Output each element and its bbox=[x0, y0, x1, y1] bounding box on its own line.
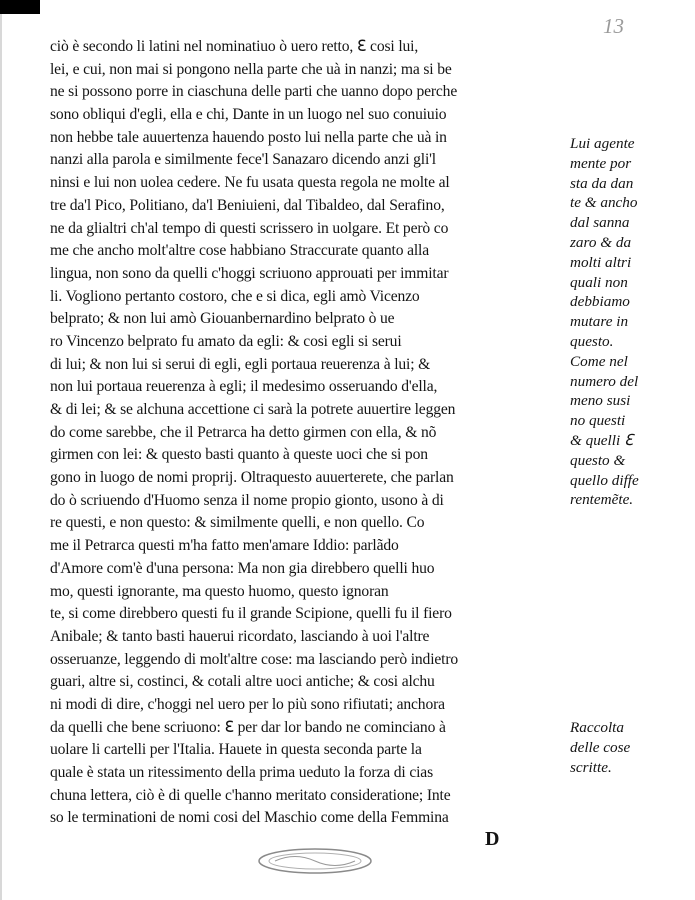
text-line: ne da glialtri ch'al tempo di questi scrissero in uolgare. Et però co bbox=[50, 219, 449, 237]
text-line: do ò scriuendo d'Huomo senza il nome propio gionto, usono à di bbox=[50, 491, 444, 509]
text-line: chuna lettera, ciò è di quelle c'hanno meritato consideratione; Inte bbox=[50, 786, 451, 804]
text-line: di lui; & non lui si serui di egli, egli portaua reuerenza à lui; & bbox=[50, 355, 431, 373]
margin-note-line: zaro & da bbox=[570, 233, 632, 251]
margin-note-line: questo & bbox=[570, 451, 626, 469]
text-line: tre da'l Pico, Politiano, da'l Beniuieni, dal Tibaldeo, dal Serafino, bbox=[50, 196, 445, 214]
margin-note-line: delle cose bbox=[570, 738, 631, 756]
text-line: so le terminationi de nomi cosi del Maschio come della Femmina bbox=[50, 809, 449, 827]
margin-note-line: quello diffe bbox=[570, 471, 639, 489]
margin-note-line: dal sanna bbox=[570, 214, 630, 232]
text-line: girmen con lei: & questo basti quanto à queste uoci che si pon bbox=[50, 446, 428, 464]
margin-note-line: molti altri bbox=[570, 253, 632, 271]
text-line: guari, altre si, costinci, & cotali altre uoci antiche; & cosi alchu bbox=[50, 673, 435, 691]
margin-note-line: numero del bbox=[570, 372, 639, 390]
margin-note-line: debbiamo bbox=[570, 293, 630, 311]
text-line: nanzi alla parola e similmente fece'l Sanazaro dicendo anzi gli'l bbox=[50, 151, 436, 169]
margin-note-line: te & ancho bbox=[570, 194, 638, 212]
margin-note-line: no questi bbox=[570, 412, 626, 430]
text-line: ni modi di dire, c'hoggi nel uero per lo più sono rifiutati; anchora bbox=[50, 695, 445, 713]
text-line: me che ancho molt'altre cose habbiano Straccurate quanto alla bbox=[50, 242, 430, 260]
text-line: te, si come direbbero questi fu il grande Scipione, quelli fu il fiero bbox=[50, 605, 452, 623]
margin-note-agente bbox=[570, 134, 639, 510]
margin-note-line: mutare in bbox=[570, 313, 629, 331]
text-line: Anibale; & tanto basti hauerui ricordato, lasciando à uoi l'altre bbox=[50, 627, 430, 645]
corner-scan-mark bbox=[0, 0, 40, 14]
text-line: ciò è secondo li latini nel nominatiuo ò uero retto, ℇ cosi lui, bbox=[50, 38, 419, 55]
text-line: & di lei; & se alchuna accettione ci sarà la potrete auuertire leggen bbox=[50, 401, 456, 418]
margin-note-line: Come nel bbox=[570, 352, 628, 370]
text-line: ro Vincenzo belprato fu amato da egli: & cosi egli si serui bbox=[50, 332, 402, 350]
text-line: mo, questi ignorante, ma questo huomo, questo ignoran bbox=[50, 582, 389, 600]
text-line: lei, e cui, non mai si pongono nella parte che uà in nanzi; ma si be bbox=[50, 60, 452, 78]
main-text-block bbox=[50, 36, 550, 830]
text-line: non lui portaua reuerenza à egli; il medesimo osseruando d'ella, bbox=[50, 378, 438, 396]
text-line: quale è stata un ritessimento della prima ueduto la forza di cias bbox=[50, 764, 433, 781]
text-line: belprato; & non lui amò Giouanbernardino belprato ò ue bbox=[50, 310, 395, 328]
library-stamp bbox=[255, 846, 375, 876]
text-line: li. Vogliono pertanto costoro, che e si dica, egli amò Vicenzo bbox=[50, 287, 420, 305]
text-line: uolare li cartelli per l'Italia. Hauete in questa seconda parte la bbox=[50, 741, 422, 759]
text-line: me il Petrarca questi m'ha fatto men'amare Iddio: parlãdo bbox=[50, 537, 399, 555]
margin-note-line: meno susi bbox=[570, 392, 631, 410]
text-line: osseruanze, leggendo di molt'altre cose: ma lasciando però indietro bbox=[50, 650, 459, 668]
text-line: ne si possono porre in ciaschuna delle parti che uanno dopo perche bbox=[50, 83, 458, 101]
text-line: ninsi e lui non uolea cedere. Ne fu usata questa regola ne molte al bbox=[50, 174, 450, 192]
margin-note-raccolta bbox=[570, 718, 630, 777]
margin-note-line: sta da dan bbox=[570, 174, 634, 192]
text-line: lingua, non sono da quelli c'hoggi scriuono approuati per immitar bbox=[50, 264, 449, 282]
signature-mark: D bbox=[485, 828, 500, 850]
text-line: non hebbe tale auuertenza hauendo posto lui nella parte che uà in bbox=[50, 128, 447, 146]
margin-note-line: questo. bbox=[570, 332, 614, 350]
margin-note-line: Raccolta bbox=[570, 719, 624, 736]
margin-note-line: quali non bbox=[570, 273, 628, 291]
margin-note-line: mente por bbox=[570, 154, 632, 172]
text-line: do come sarebbe, che il Petrarca ha detto girmen con ella, & nõ bbox=[50, 423, 437, 441]
text-line: d'Amore com'è d'una persona: Ma non gia direbbero quelli huo bbox=[50, 559, 435, 577]
text-line: gono in luogo de nomi proprij. Oltraquesto auuerterete, che parlan bbox=[50, 469, 454, 487]
text-line: da quelli che bene scriuono: ℇ per dar lor bando ne cominciano à bbox=[50, 718, 446, 736]
margin-note-line: rentemẽte. bbox=[570, 491, 634, 509]
text-line: re questi, e non questo: & similmente quelli, e non quello. Co bbox=[50, 514, 425, 532]
text-line: sono obliqui d'egli, ella e chi, Dante in un luogo nel suo conuiuio bbox=[50, 106, 447, 124]
folio-number: 13 bbox=[603, 14, 624, 38]
margin-note-line: & quelli ℇ bbox=[570, 431, 634, 449]
margin-note-line: Lui agente bbox=[570, 135, 635, 152]
margin-note-line: scritte. bbox=[570, 758, 612, 776]
